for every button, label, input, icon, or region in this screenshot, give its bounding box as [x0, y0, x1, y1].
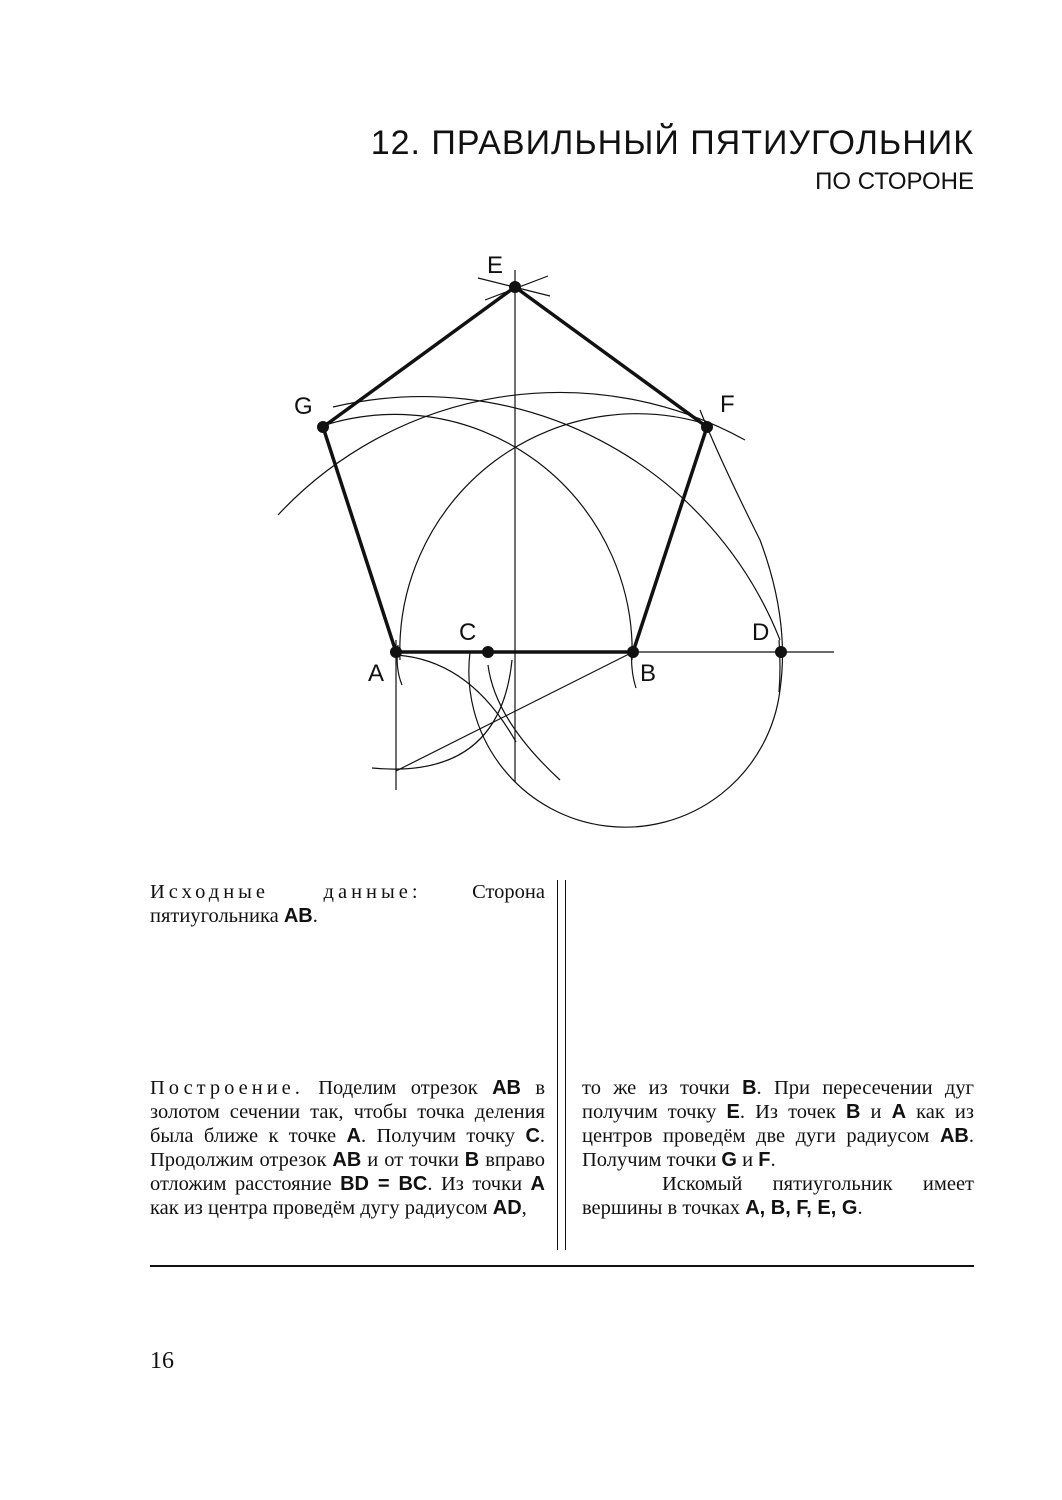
footer-rule [150, 1265, 974, 1267]
label-f: F [720, 391, 735, 418]
construction-text: . Получим точку [360, 1125, 516, 1147]
page-subtitle: ПО СТОРОНЕ [815, 168, 974, 195]
point-c [482, 646, 494, 658]
construction-paragraph-left [150, 1076, 545, 1220]
construction-lead: Построение. [150, 1077, 304, 1099]
construction-text: . Из точки [427, 1173, 523, 1195]
point-f [701, 421, 713, 433]
construction-text: в золотом сечении так, чтобы точка деления была ближе к точке [150, 1077, 545, 1147]
initial-data-segment: AB [283, 905, 313, 927]
point-label: A [891, 1101, 907, 1123]
arc-center-a-radius-ad [333, 397, 780, 640]
point-label: G [721, 1149, 737, 1171]
initial-data-paragraph: Исходные данные: Сторона пятиугольника AB. [150, 881, 545, 927]
label-d: D [752, 619, 770, 646]
point-d [775, 646, 787, 658]
page-number: 16 [150, 1348, 174, 1374]
initial-data-body: Сторона пятиугольника [150, 881, 545, 927]
arc-small-1 [372, 660, 512, 769]
page-title: 12. ПРАВИЛЬНЫЙ ПЯТИУГОЛЬНИК [370, 124, 974, 162]
arc-lower [469, 410, 783, 827]
label-g: G [294, 393, 313, 420]
construction-text: и от точки [367, 1149, 459, 1171]
point-label: B [464, 1149, 480, 1171]
arc-center-a-radius-ab [400, 414, 712, 660]
construction-text: и [870, 1101, 882, 1123]
arc-center-b-radius-ab [322, 414, 632, 660]
point-label: B [742, 1077, 757, 1099]
initial-data-lead: Исходные данные: [150, 881, 422, 903]
construction-text: , [521, 1197, 527, 1219]
column-divider [557, 880, 558, 1250]
point-label: A [346, 1125, 361, 1147]
point-label: E [726, 1101, 740, 1123]
label-c: C [459, 619, 477, 646]
column-divider [565, 880, 566, 1250]
construction-paragraph-right [582, 1076, 974, 1220]
construction-text: как из центров проведём две дуги радиусом [582, 1101, 974, 1147]
label-e: E [487, 252, 504, 279]
point-g [317, 421, 329, 433]
construction-text: . Получим точки [582, 1125, 974, 1171]
construction-text: как из центра проведём дугу радиусом [150, 1197, 488, 1219]
point-label: F [758, 1149, 771, 1171]
construction-text: . Продолжим отрезок [150, 1125, 546, 1171]
segment-label: AD [492, 1197, 522, 1219]
result-paragraph [582, 1172, 974, 1220]
construction-text: вправо отложим расстояние [150, 1149, 546, 1195]
point-label: C [525, 1125, 540, 1147]
construction-text: . При пересечении дуг получим точку [582, 1077, 974, 1123]
result-points: A, B, F, E, G [745, 1197, 858, 1219]
result-text: . [857, 1197, 863, 1219]
point-b [627, 646, 639, 658]
construction-text: Поделим отрезок [318, 1077, 478, 1099]
construction-text: и [742, 1149, 754, 1171]
point-e [509, 281, 521, 293]
equation-label: BD = BC [340, 1173, 428, 1195]
point-label: B [845, 1101, 861, 1123]
point-label: A [530, 1173, 545, 1195]
segment-label: AB [492, 1077, 521, 1099]
segment-label: AB [332, 1149, 362, 1171]
construction-text: то же из точки [582, 1077, 730, 1099]
label-a: A [368, 660, 385, 687]
result-text: Искомый пятиугольник имеет вершины в точках [582, 1173, 974, 1219]
label-b: B [640, 660, 657, 687]
construction-text: . [770, 1149, 776, 1171]
point-a [390, 646, 402, 658]
construction-text: . Из точек [739, 1101, 836, 1123]
segment-label: AB [939, 1125, 969, 1147]
